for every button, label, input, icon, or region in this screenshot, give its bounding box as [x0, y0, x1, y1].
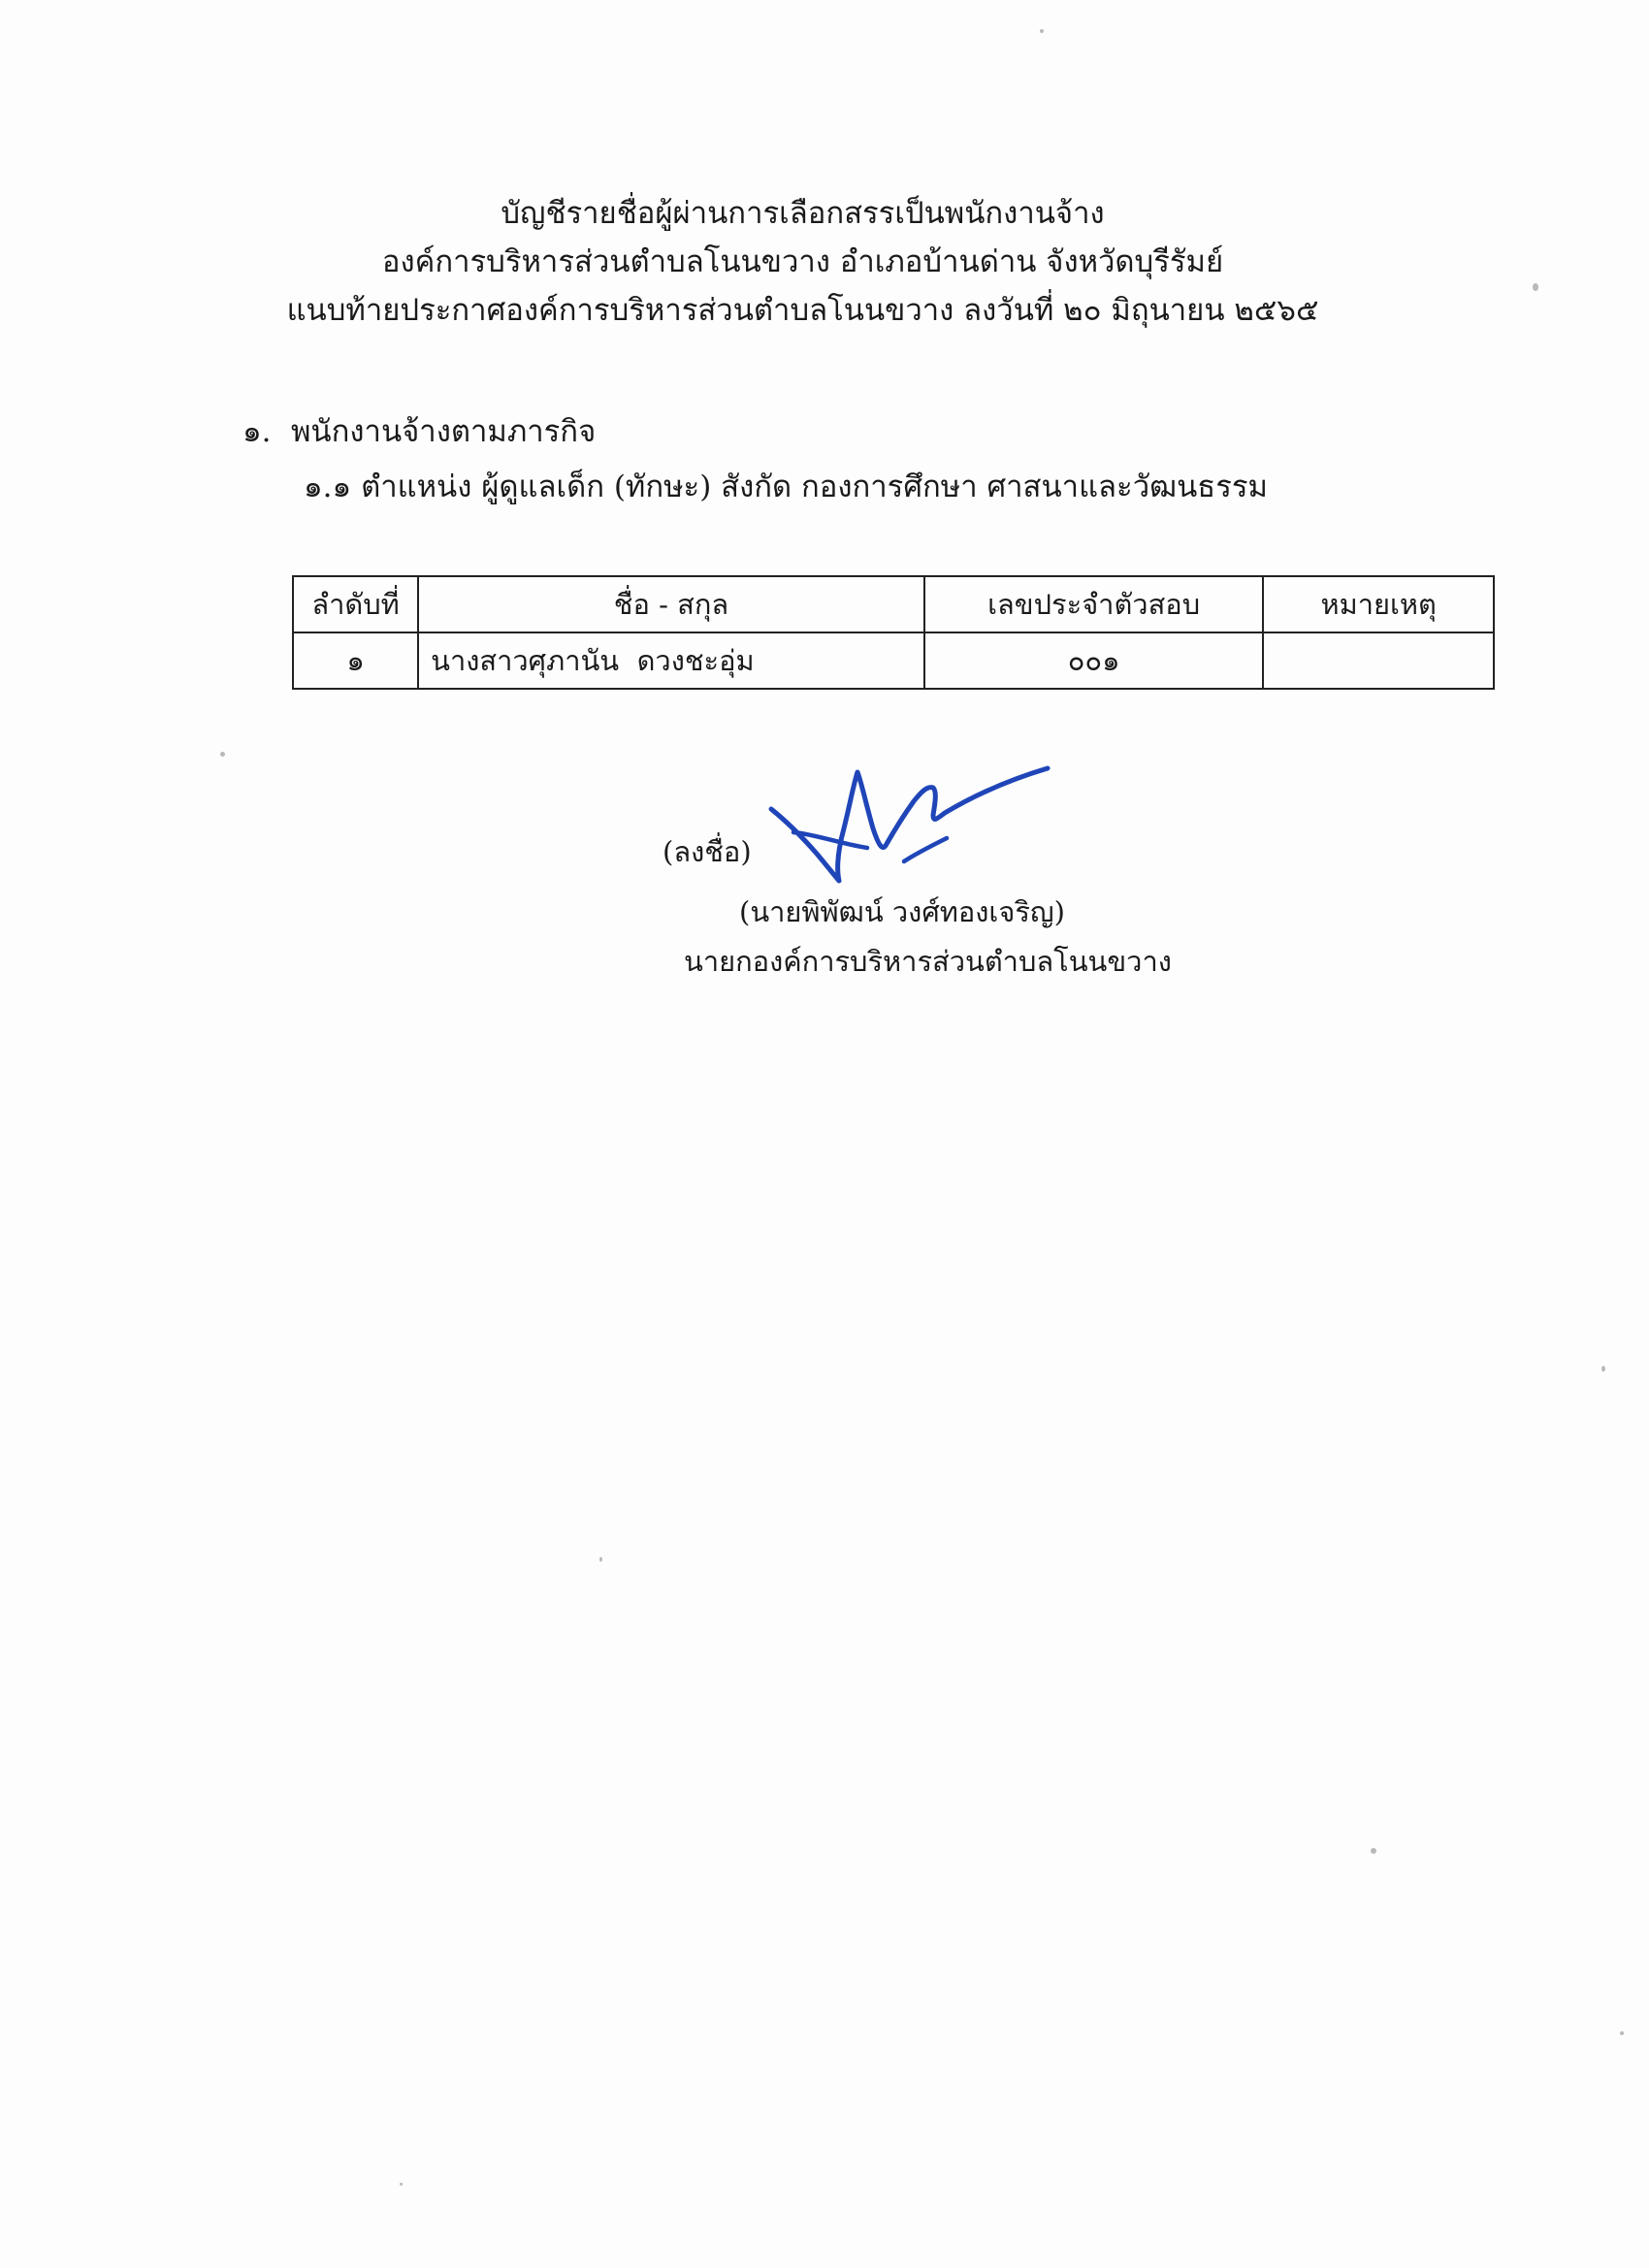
cell-order: ๑ [293, 632, 418, 689]
title-line-3: แนบท้ายประกาศองค์การบริหารส่วนตำบลโนนขวาง ลงวันที่ ๒๐ มิถุนายน ๒๕๖๕ [286, 293, 1319, 328]
title-line-1: บัญชีรายชื่อผู้ผ่านการเลือกสรรเป็นพนักงานจ้าง [501, 196, 1105, 231]
scan-speck [1371, 1848, 1376, 1854]
header-name: ชื่อ - สกุล [418, 576, 924, 632]
table-row [293, 632, 1494, 689]
results-table [292, 575, 1495, 690]
scan-speck [1040, 29, 1044, 33]
signature-stroke-main [771, 768, 1048, 881]
header-order: ลำดับที่ [293, 576, 418, 632]
cell-remark [1263, 632, 1494, 689]
signer-name: (นายพิพัฒน์ วงศ์ทองเจริญ) [739, 895, 1065, 928]
header-exam-id: เลขประจำตัวสอบ [924, 576, 1264, 632]
title-line-2: องค์การบริหารส่วนตำบลโนนขวาง อำเภอบ้านด่าน จังหวัดบุรีรัมย์ [381, 244, 1224, 279]
signer-position: นายกองค์การบริหารส่วนตำบลโนนขวาง [684, 945, 1172, 978]
scan-speck [220, 752, 225, 757]
document-title [0, 189, 1649, 335]
scan-speck [599, 1557, 602, 1562]
signature-stroke-tick [904, 838, 947, 861]
section-number: ๑. [242, 414, 272, 449]
signature-mark [766, 759, 1057, 894]
table-header-row [293, 576, 1494, 632]
cell-name: นางสาวศุภานัน ดวงชะอุ่ม [418, 632, 924, 689]
scan-speck [1601, 1366, 1605, 1372]
section-label: พนักงานจ้างตามภารกิจ [291, 414, 597, 449]
scan-speck [400, 2183, 403, 2186]
section-heading [242, 407, 596, 456]
signature-label: (ลงชื่อ) [663, 835, 752, 868]
cell-exam-id: ๐๐๑ [924, 632, 1264, 689]
header-remark: หมายเหตุ [1263, 576, 1494, 632]
scan-speck [1620, 2031, 1624, 2035]
subsection-heading: ๑.๑ ตำแหน่ง ผู้ดูแลเด็ก (ทักษะ) สังกัด กองการศึกษา ศาสนาและวัฒนธรรม [304, 470, 1268, 504]
